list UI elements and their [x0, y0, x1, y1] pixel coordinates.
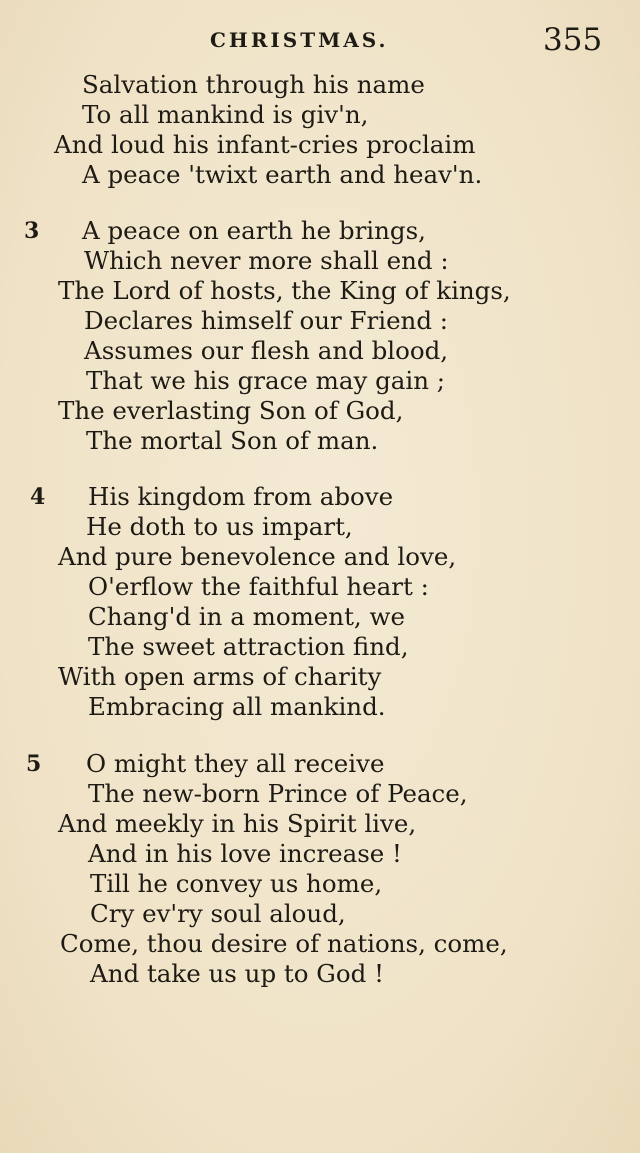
verse-line: To all mankind is giv'n,	[82, 100, 369, 129]
verse-line: The Lord of hosts, the King of kings,	[58, 276, 511, 305]
verse-line: O might they all receive	[86, 749, 385, 778]
verse-line: And in his love increase !	[88, 839, 402, 868]
verse-line: Embracing all mankind.	[88, 692, 386, 721]
verse-line: Till he convey us home,	[90, 869, 383, 898]
verse-line: And take us up to God !	[90, 959, 384, 988]
verse-line: The sweet attraction find,	[88, 632, 409, 661]
verse-line: Assumes our flesh and blood,	[84, 336, 449, 365]
verse-line: The new-born Prince of Peace,	[88, 779, 468, 808]
verse-line: A peace on earth he brings,	[82, 216, 426, 245]
verse-line: Salvation through his name	[82, 70, 425, 99]
verse-line: Chang'd in a moment, we	[88, 602, 405, 631]
verse-line: The everlasting Son of God,	[58, 396, 404, 425]
verse-line: O'erflow the faithful heart :	[88, 572, 429, 601]
verse-line: The mortal Son of man.	[86, 426, 379, 455]
verse-line: That we his grace may gain ;	[86, 366, 446, 395]
verse-line: Which never more shall end :	[84, 246, 449, 275]
verse-line: Cry ev'ry soul aloud,	[90, 899, 346, 928]
page-header-title: CHRISTMAS.	[210, 28, 389, 52]
verse-line: Come, thou desire of nations, come,	[60, 929, 508, 958]
page-number: 355	[543, 22, 603, 58]
verse-line: And pure benevolence and love,	[58, 542, 457, 571]
verse-line: With open arms of charity	[58, 662, 382, 691]
verse-line: Declares himself our Friend :	[84, 306, 449, 335]
stanza-number: 3	[24, 218, 40, 244]
running-head	[0, 22, 640, 56]
verse-line: He doth to us impart,	[86, 512, 353, 541]
stanza-number: 5	[26, 751, 42, 777]
verse-line: His kingdom from above	[88, 482, 394, 511]
verse-line: And loud his infant-cries proclaim	[54, 130, 476, 159]
stanza-number: 4	[30, 484, 46, 510]
verse-line: And meekly in his Spirit live,	[58, 809, 417, 838]
verse-line: A peace 'twixt earth and heav'n.	[82, 160, 483, 189]
